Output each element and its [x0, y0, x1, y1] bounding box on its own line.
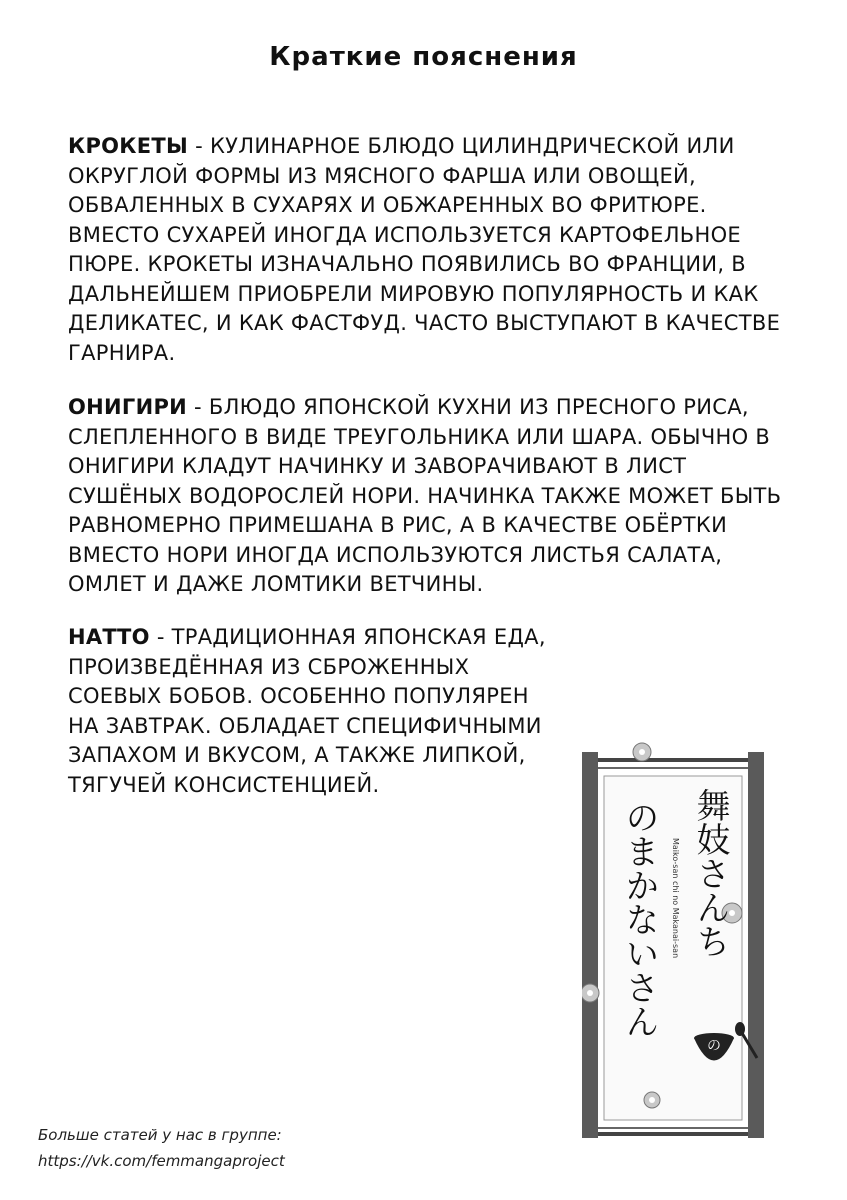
glossary-entry-onigiri: [68, 393, 798, 600]
entry-term: ОНИГИРИ: [68, 395, 188, 419]
footer-line-1: Больше статей у нас в группе:: [38, 1126, 282, 1144]
entry-term: КРОКЕТЫ: [68, 134, 189, 158]
logo-romaji: Maiko-san chi no Makanai-san: [671, 838, 680, 959]
glossary-entry-natto: [68, 623, 548, 800]
page-title: Краткие пояснения: [269, 42, 578, 72]
footer-link[interactable]: https://vk.com/femmangaproject: [38, 1152, 285, 1170]
entry-text: - ТРАДИЦИОННАЯ ЯПОНСКАЯ ЕДА, ПРОИЗВЕДЁННАЯ ИЗ СБРОЖЕННЫХ СОЕВЫХ БОБОВ. ОСОБЕННО ПОПУЛЯРЕН НА ЗАВТРАК. ОБЛАДАЕТ СПЕЦИФИЧНЫМИ ЗАПАХОМ И ВКУСОМ, А ТАКЖЕ ЛИПКОЙ, ТЯГУЧЕЙ КОНСИСТЕНЦИЕЙ.: [68, 625, 546, 797]
series-logo: [582, 738, 764, 1138]
entry-text: - БЛЮДО ЯПОНСКОЙ КУХНИ ИЗ ПРЕСНОГО РИСА, СЛЕПЛЕННОГО В ВИДЕ ТРЕУГОЛЬНИКА ИЛИ ШАРА. ОБЫЧНО В ОНИГИРИ КЛАДУТ НАЧИНКУ И ЗАВОРАЧИВАЮТ В ЛИСТ СУШЁНЫХ ВОДОРОСЛЕЙ НОРИ. НАЧИНКА ТАКЖЕ МОЖЕТ БЫТЬ РАВНОМЕРНО ПРИМЕШАНА В РИС, А В КАЧЕСТВЕ ОБЁРТКИ ВМЕСТО НОРИ ИНОГДА ИСПОЛЬЗУЮТСЯ ЛИСТЬЯ САЛАТА, ОМЛЕТ И ДАЖЕ ЛОМТИКИ ВЕТЧИНЫ.: [68, 395, 782, 596]
logo-title-line1: 舞妓さんち: [690, 788, 730, 958]
footer-note: [38, 1122, 285, 1174]
glossary-entry-croquettes: [68, 132, 798, 368]
entry-term: НАТТО: [68, 625, 150, 649]
logo-title-line2: のまかないさん: [619, 800, 659, 1038]
svg-text:の: の: [707, 1038, 721, 1054]
entry-text: - КУЛИНАРНОЕ БЛЮДО ЦИЛИНДРИЧЕСКОЙ ИЛИ ОКРУГЛОЙ ФОРМЫ ИЗ МЯСНОГО ФАРША ИЛИ ОВОЩЕЙ, ОБВАЛЕННЫХ В СУХАРЯХ И ОБЖАРЕННЫХ ВО ФРИТЮРЕ. ВМЕСТО СУХАРЕЙ ИНОГДА ИСПОЛЬЗУЕТСЯ КАРТОФЕЛЬНОЕ ПЮРЕ. КРОКЕТЫ ИЗНАЧАЛЬНО ПОЯВИЛИСЬ ВО ФРАНЦИИ, В ДАЛЬНЕЙШЕМ ПРИОБРЕЛИ МИРОВУЮ ПОПУЛЯРНОСТЬ И КАК ДЕЛИКАТЕС, И КАК ФАСТФУД. ЧАСТО ВЫСТУПАЮТ В КАЧЕСТВЕ ГАРНИРА.: [68, 134, 781, 365]
